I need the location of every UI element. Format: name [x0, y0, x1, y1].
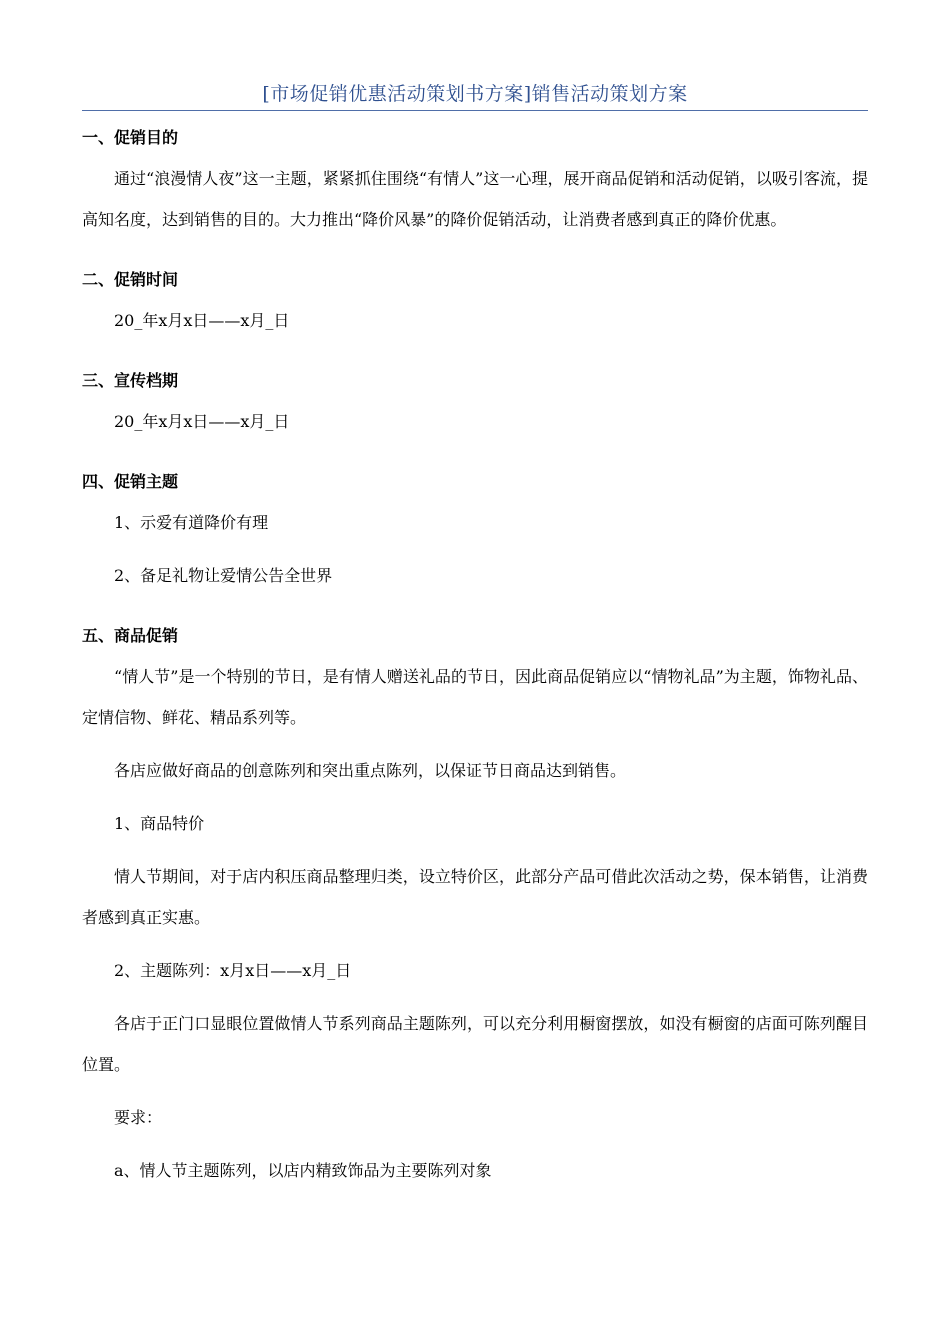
list-item: a、情人节主题陈列，以店内精致饰品为主要陈列对象 [114, 1161, 492, 1180]
section-heading-time: 二、促销时间 [82, 270, 179, 289]
title-divider [82, 110, 868, 111]
section-heading-promotion-schedule: 三、宣传档期 [82, 371, 179, 390]
paragraph: 各店应做好商品的创意陈列和突出重点陈列，以保证节日商品达到销售。 [114, 761, 627, 780]
section-heading-theme: 四、促销主题 [82, 472, 179, 491]
paragraph: “情人节”是一个特别的节日，是有情人赠送礼品的节日，因此商品促销应以“情物礼品”为主题，饰物礼品、定情信物、鲜花、精品系列等。 [82, 667, 868, 727]
section-heading-product-promotion: 五、商品促销 [82, 626, 179, 645]
paragraph: 20_年x月x日——x月_日 [114, 311, 290, 330]
section-heading-purpose: 一、促销目的 [82, 128, 179, 147]
document-title: [市场促销优惠活动策划书方案]销售活动策划方案 [262, 83, 688, 105]
list-item: 1、商品特价 [114, 814, 205, 833]
list-item: 2、备足礼物让爱情公告全世界 [114, 566, 333, 585]
paragraph: 各店于正门口显眼位置做情人节系列商品主题陈列，可以充分利用橱窗摆放，如没有橱窗的店面可陈列醒目位置。 [82, 1014, 868, 1074]
paragraph: 通过“浪漫情人夜”这一主题，紧紧抓住围绕“有情人”这一心理，展开商品促销和活动促销，以吸引客流，提高知名度，达到销售的目的。大力推出“降价风暴”的降价促销活动，让消费者感到真正的降价优惠。 [82, 169, 868, 229]
paragraph: 20_年x月x日——x月_日 [114, 412, 290, 431]
list-item: 1、示爱有道降价有理 [114, 513, 269, 532]
paragraph: 情人节期间，对于店内积压商品整理归类，设立特价区，此部分产品可借此次活动之势，保本销售，让消费者感到真正实惠。 [82, 867, 868, 927]
document-body [82, 126, 868, 1191]
list-item: 2、主题陈列：x月x日——x月_日 [114, 961, 352, 980]
paragraph: 要求： [114, 1108, 163, 1127]
